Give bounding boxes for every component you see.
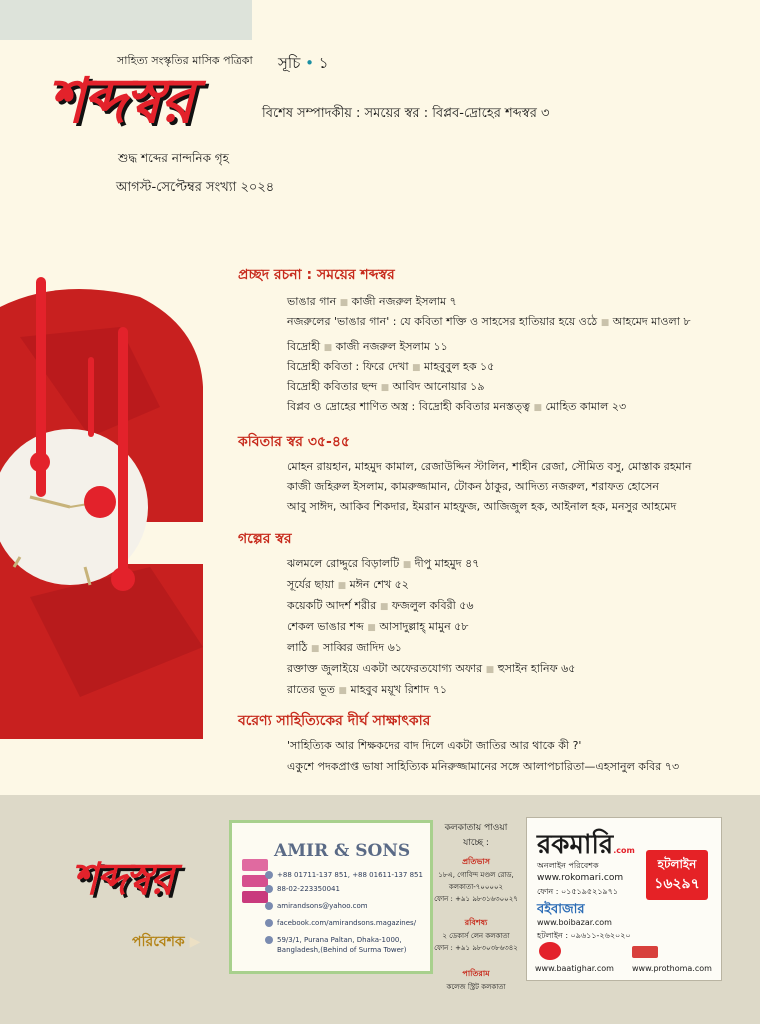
facebook-icon — [265, 919, 273, 927]
toc-author: মঈন শেখ ৫২ — [349, 578, 409, 591]
section-title-interview: বরেণ্য সাহিত্যিকের দীর্ঘ সাক্ষাৎকার — [238, 713, 431, 729]
toc-author: আবিদ আনোয়ার ১৯ — [392, 380, 485, 393]
toc-author: মাহবুব ময়ূখ রিশাদ ৭১ — [350, 683, 448, 696]
contents-label: সূচি — [278, 54, 301, 72]
toc-title: নজরুলের 'ভাঙার গান' : যে কবিতা শক্তি ও সাহসের হাতিয়ার হয়ে ওঠে — [287, 315, 598, 328]
tagline: সাহিত্য সংস্কৃতির মাসিক পত্রিকা — [117, 54, 253, 67]
address-line-2: Bangladesh,(Behind of Surma Tower) — [277, 946, 407, 954]
shop-address: ২ ডেকার্স লেন কলকাতা — [442, 932, 510, 940]
email-icon — [265, 902, 273, 910]
toc-title: বিদ্রোহী — [287, 340, 321, 353]
rokomari-logo: রকমারি.com — [537, 830, 635, 860]
toc-author: সাব্বির জাদিদ ৬১ — [322, 641, 402, 654]
telephone-icon — [265, 885, 273, 893]
location-icon — [265, 936, 273, 944]
toc-author: মোহিত কামাল ২৩ — [545, 400, 627, 413]
square-bullet-icon: ■ — [323, 343, 333, 353]
rokomari-phone: ফোন : ০১৫১৯৫২১৯৭১ — [537, 887, 619, 896]
toc-row[interactable] — [287, 597, 474, 616]
footer-logo: শব্দস্বর — [72, 854, 172, 905]
toc-row[interactable] — [287, 618, 468, 637]
toc-row[interactable] — [287, 313, 691, 332]
square-bullet-icon: ■ — [337, 581, 347, 591]
kolkata-heading: কলকাতায় পাওয়া যাচ্ছে : — [444, 823, 508, 848]
boibazar-logo: বইবাজার — [537, 902, 585, 917]
toc-row[interactable] — [287, 681, 447, 700]
toc-row[interactable] — [287, 660, 575, 679]
square-bullet-icon: ■ — [380, 383, 390, 393]
toc-row[interactable] — [287, 398, 626, 417]
shop-address: কলেজ স্ট্রিট কলকাতা — [446, 983, 506, 991]
shop-phone: ফোন : +৯১ ৯৮৩১৬৩০০২৭ — [434, 895, 518, 903]
toc-title: ভাঙার গান — [287, 295, 337, 308]
distributor-label: পরিবেশক ▶ — [132, 934, 201, 950]
cover-art — [0, 267, 203, 739]
toc-author: ফজলুল কবিরী ৫৬ — [391, 599, 474, 612]
shop-address: ১৮এ, গোবিন্দ মণ্ডল রোড, কলকাতা-৭০০০০২ — [438, 871, 514, 891]
poet-line: কাজী জহিরুল ইসলাম, কামরুজ্জামান, টোকন ঠাকুর, আদিত্য নজরুল, শরাফত হোসেন — [287, 480, 659, 493]
poet-line: মোহন রায়হান, মাহমুদ কামাল, রেজাউদ্দিন স্টালিন, শাহীন রেজা, সৌমিত বসু, মোস্তাক রহমান — [287, 460, 692, 473]
section-title-cover: প্রচ্ছদ রচনা : সময়ের শব্দস্বর — [238, 267, 395, 283]
hotline-label: হটলাইন — [657, 857, 697, 871]
clock-paint-illustration — [0, 267, 203, 739]
toc-title: রাতের ভূত — [287, 683, 335, 696]
phone-line: +88 01711-137 851, +88 01611-137 851 — [277, 871, 423, 879]
toc-title: কয়েকটি আদর্শ শরীর — [287, 599, 377, 612]
kolkata-outlets — [428, 820, 524, 993]
toc-title: লাঠি — [287, 641, 308, 654]
prothoma-url[interactable]: www.prothoma.com — [632, 964, 712, 973]
toc-row[interactable] — [287, 576, 409, 595]
toc-title: সূর্যের ছায়া — [287, 578, 335, 591]
toc-row[interactable] — [287, 338, 448, 357]
address-line: 59/3/1, Purana Paltan, Dhaka-1000, — [277, 936, 402, 944]
toc-row[interactable] — [287, 293, 457, 312]
toc-row[interactable] — [287, 378, 484, 397]
shop-name: পাতিরাম — [462, 969, 490, 978]
section-title-poetry: কবিতার স্বর ৩৫-৪৫ — [238, 434, 350, 450]
poet-line: আবু সাঈদ, আকিব শিকদার, ইমরান মাহফুজ, আজিজুল হক, আইনাল হক, মনসুর আহমেদ — [287, 500, 677, 513]
interview-quote: 'সাহিত্যিক আর শিক্ষকদের বাদ দিলে একটা জাতির আর থাকে কী ?' — [287, 739, 582, 752]
dot-icon: • — [300, 54, 319, 72]
square-bullet-icon: ■ — [367, 623, 376, 633]
shop-name: প্রতিভাস — [462, 857, 490, 866]
square-bullet-icon: ■ — [485, 665, 495, 675]
toc-title: বিদ্রোহী কবিতা : ফিরে দেখা — [287, 360, 409, 373]
toc-author: আসাদুল্লাহ্ মামুন ৫৮ — [379, 620, 469, 633]
triangle-right-icon: ▶ — [189, 934, 201, 950]
toc-author: হুসাইন হানিফ ৬৫ — [497, 662, 576, 675]
toc-author: দীপু মাহমুদ ৪৭ — [414, 557, 480, 570]
toc-title: ঝলমলে রোদ্দুরে বিড়ালটি — [287, 557, 400, 570]
top-bar — [0, 0, 252, 40]
telephone-line: 88-02-223350041 — [277, 885, 340, 893]
toc-row[interactable] — [287, 639, 402, 658]
square-bullet-icon: ■ — [379, 602, 389, 612]
square-bullet-icon: ■ — [533, 403, 542, 413]
issue-date: আগস্ট-সেপ্টেম্বর সংখ্যা ২০২৪ — [116, 180, 275, 195]
square-bullet-icon: ■ — [600, 318, 610, 328]
toc-author: কাজী নজরুল ইসলাম ১১ — [335, 340, 448, 353]
toc-title: বিদ্রোহী কবিতার ছন্দ — [287, 380, 378, 393]
toc-title: রক্তাক্ত জুলাইয়ে একটা অফেরতযোগ্য অফার — [287, 662, 483, 675]
contents-heading — [278, 52, 328, 77]
masthead-logo: শব্দস্বর — [48, 64, 193, 137]
baatighar-url[interactable]: www.baatighar.com — [535, 964, 614, 973]
section-title-stories: গল্পের স্বর — [238, 531, 292, 547]
motto: শুদ্ধ শব্দের নান্দনিক গৃহ — [118, 151, 229, 165]
square-bullet-icon: ■ — [339, 298, 349, 308]
toc-row[interactable] — [287, 555, 479, 574]
amir-sons-card — [229, 820, 433, 974]
page-number: ১ — [318, 54, 329, 72]
facebook-line[interactable]: facebook.com/amirandsons.magazines/ — [277, 919, 416, 927]
toc-author: আহমেদ মাওলা ৮ — [612, 315, 691, 328]
square-bullet-icon: ■ — [310, 644, 320, 654]
email-line[interactable]: amirandsons@yahoo.com — [277, 902, 368, 910]
toc-author: মাহবুবুল হক ১৫ — [424, 360, 495, 373]
square-bullet-icon: ■ — [412, 363, 421, 373]
boibazar-url[interactable]: www.boibazar.com — [537, 918, 612, 927]
amir-sons-title: AMIR & SONS — [274, 841, 411, 861]
prothoma-icon — [632, 946, 658, 958]
toc-row[interactable] — [287, 358, 494, 377]
boibazar-hotline: হটলাইন : ০৯৬১১-২৬২০২০ — [537, 931, 631, 940]
toc-title: বিপ্লব ও দ্রোহের শাণিত অস্ত্র : বিদ্রোহী কবিতার মনস্তত্ত্ব — [287, 400, 530, 413]
square-bullet-icon: ■ — [338, 686, 347, 696]
shop-phone: ফোন : +৯১ ৯৮৩০৩৮৬৩৪২ — [434, 944, 518, 952]
toc-author: কাজী নজরুল ইসলাম ৭ — [351, 295, 457, 308]
square-bullet-icon: ■ — [402, 560, 412, 570]
interview-desc: একুশে পদকপ্রাপ্ত ভাষা সাহিত্যিক মনিরুজ্জামানের সঙ্গে আলাপচারিতা—এহসানুল কবির ৭৩ — [287, 760, 680, 773]
rokomari-url[interactable]: www.rokomari.com — [537, 873, 624, 883]
phone-icon — [265, 871, 273, 879]
toc-title: শেকল ভাঙার শব্দ — [287, 620, 364, 633]
editorial-entry: বিশেষ সম্পাদকীয় : সময়ের স্বর : বিপ্লব-দ্রোহের শব্দস্বর ৩ — [262, 106, 550, 121]
hotline-badge — [646, 850, 708, 900]
online-distributor-label: অনলাইন পরিবেশক — [537, 861, 599, 870]
baatighar-icon — [539, 942, 561, 960]
hotline-number: ১৬২৯৭ — [654, 876, 700, 892]
shop-name: রবিশষ্য — [464, 918, 488, 927]
